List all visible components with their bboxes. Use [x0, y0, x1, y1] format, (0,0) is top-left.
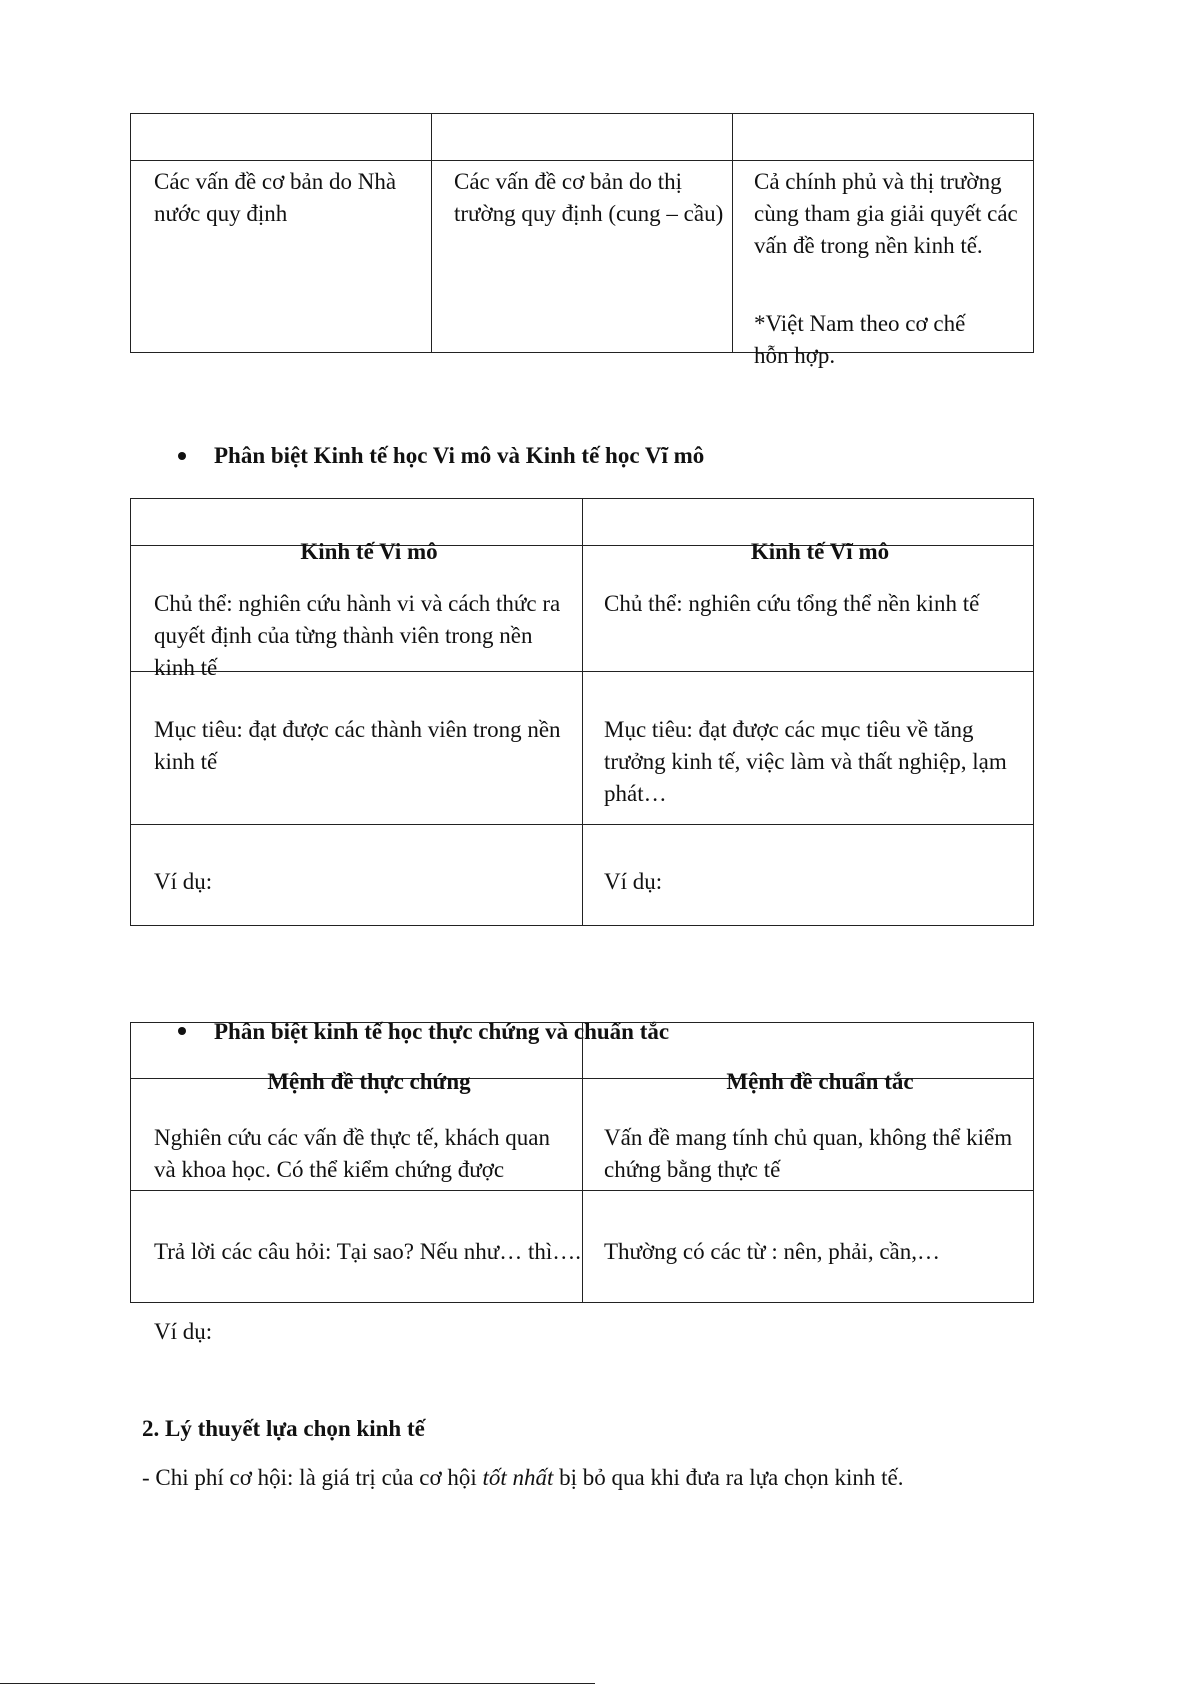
table-cell: Mục tiêu: đạt được các mục tiêu về tăng trưởng kinh tế, việc làm và thất nghiệp, lạm phát…: [604, 717, 1007, 806]
example-label: Ví dụ:: [154, 1319, 213, 1344]
column-header: Mệnh đề chuẩn tắc: [726, 1069, 914, 1094]
column-header: Kinh tế Vi mô: [300, 539, 438, 564]
paragraph: [142, 1462, 903, 1494]
table-cell: Thường có các từ : nên, phải, cần,…: [604, 1239, 940, 1264]
paragraph-text: bị bỏ qua khi đưa ra lựa chọn kinh tế.: [553, 1465, 904, 1490]
table-cell: Nghiên cứu các vấn đề thực tế, khách quan và khoa học. Có thể kiểm chứng được: [154, 1125, 550, 1182]
table-cell: Mục tiêu: đạt được các thành viên trong nền kinh tế: [154, 717, 561, 774]
table-cell: Các vấn đề cơ bản do Nhà nước quy định: [154, 169, 397, 226]
paragraph-text: - Chi phí cơ hội: là giá trị của cơ hội: [142, 1465, 483, 1490]
table-cell: Chủ thể: nghiên cứu hành vi và cách thức ra quyết định của từng thành viên trong nền kinh tế: [154, 591, 561, 680]
table-cell: Ví dụ:: [604, 869, 663, 894]
table-cell: Chủ thể: nghiên cứu tổng thể nền kinh tế: [604, 591, 980, 616]
table-cell: Ví dụ:: [154, 869, 213, 894]
paragraph-emphasis: tốt nhất: [482, 1465, 554, 1490]
column-header: Kinh tế Vĩ mô: [750, 539, 890, 564]
table-cell: Trả lời các câu hỏi: Tại sao? Nếu như… thì….: [154, 1239, 582, 1264]
table-note: *Việt Nam theo cơ chế hỗn hợp.: [754, 311, 966, 368]
table-cell: Cả chính phủ và thị trường cùng tham gia giải quyết các vấn đề trong nền kinh tế.: [754, 169, 1018, 258]
section-title: 2. Lý thuyết lựa chọn kinh tế: [142, 1416, 425, 1441]
section-heading: Phân biệt kinh tế học thực chứng và chuẩn tắc: [214, 1019, 670, 1044]
column-header: Mệnh đề thực chứng: [267, 1069, 471, 1094]
bullet-icon: [178, 1027, 186, 1035]
bullet-icon: [178, 452, 186, 460]
section-heading: Phân biệt Kinh tế học Vi mô và Kinh tế học Vĩ mô: [214, 443, 705, 468]
table-cell: Vấn đề mang tính chủ quan, không thể kiểm chứng bằng thực tế: [604, 1125, 1013, 1182]
footer-rule: [0, 1683, 595, 1684]
table-cell: Các vấn đề cơ bản do thị trường quy định (cung – cầu): [454, 169, 724, 226]
